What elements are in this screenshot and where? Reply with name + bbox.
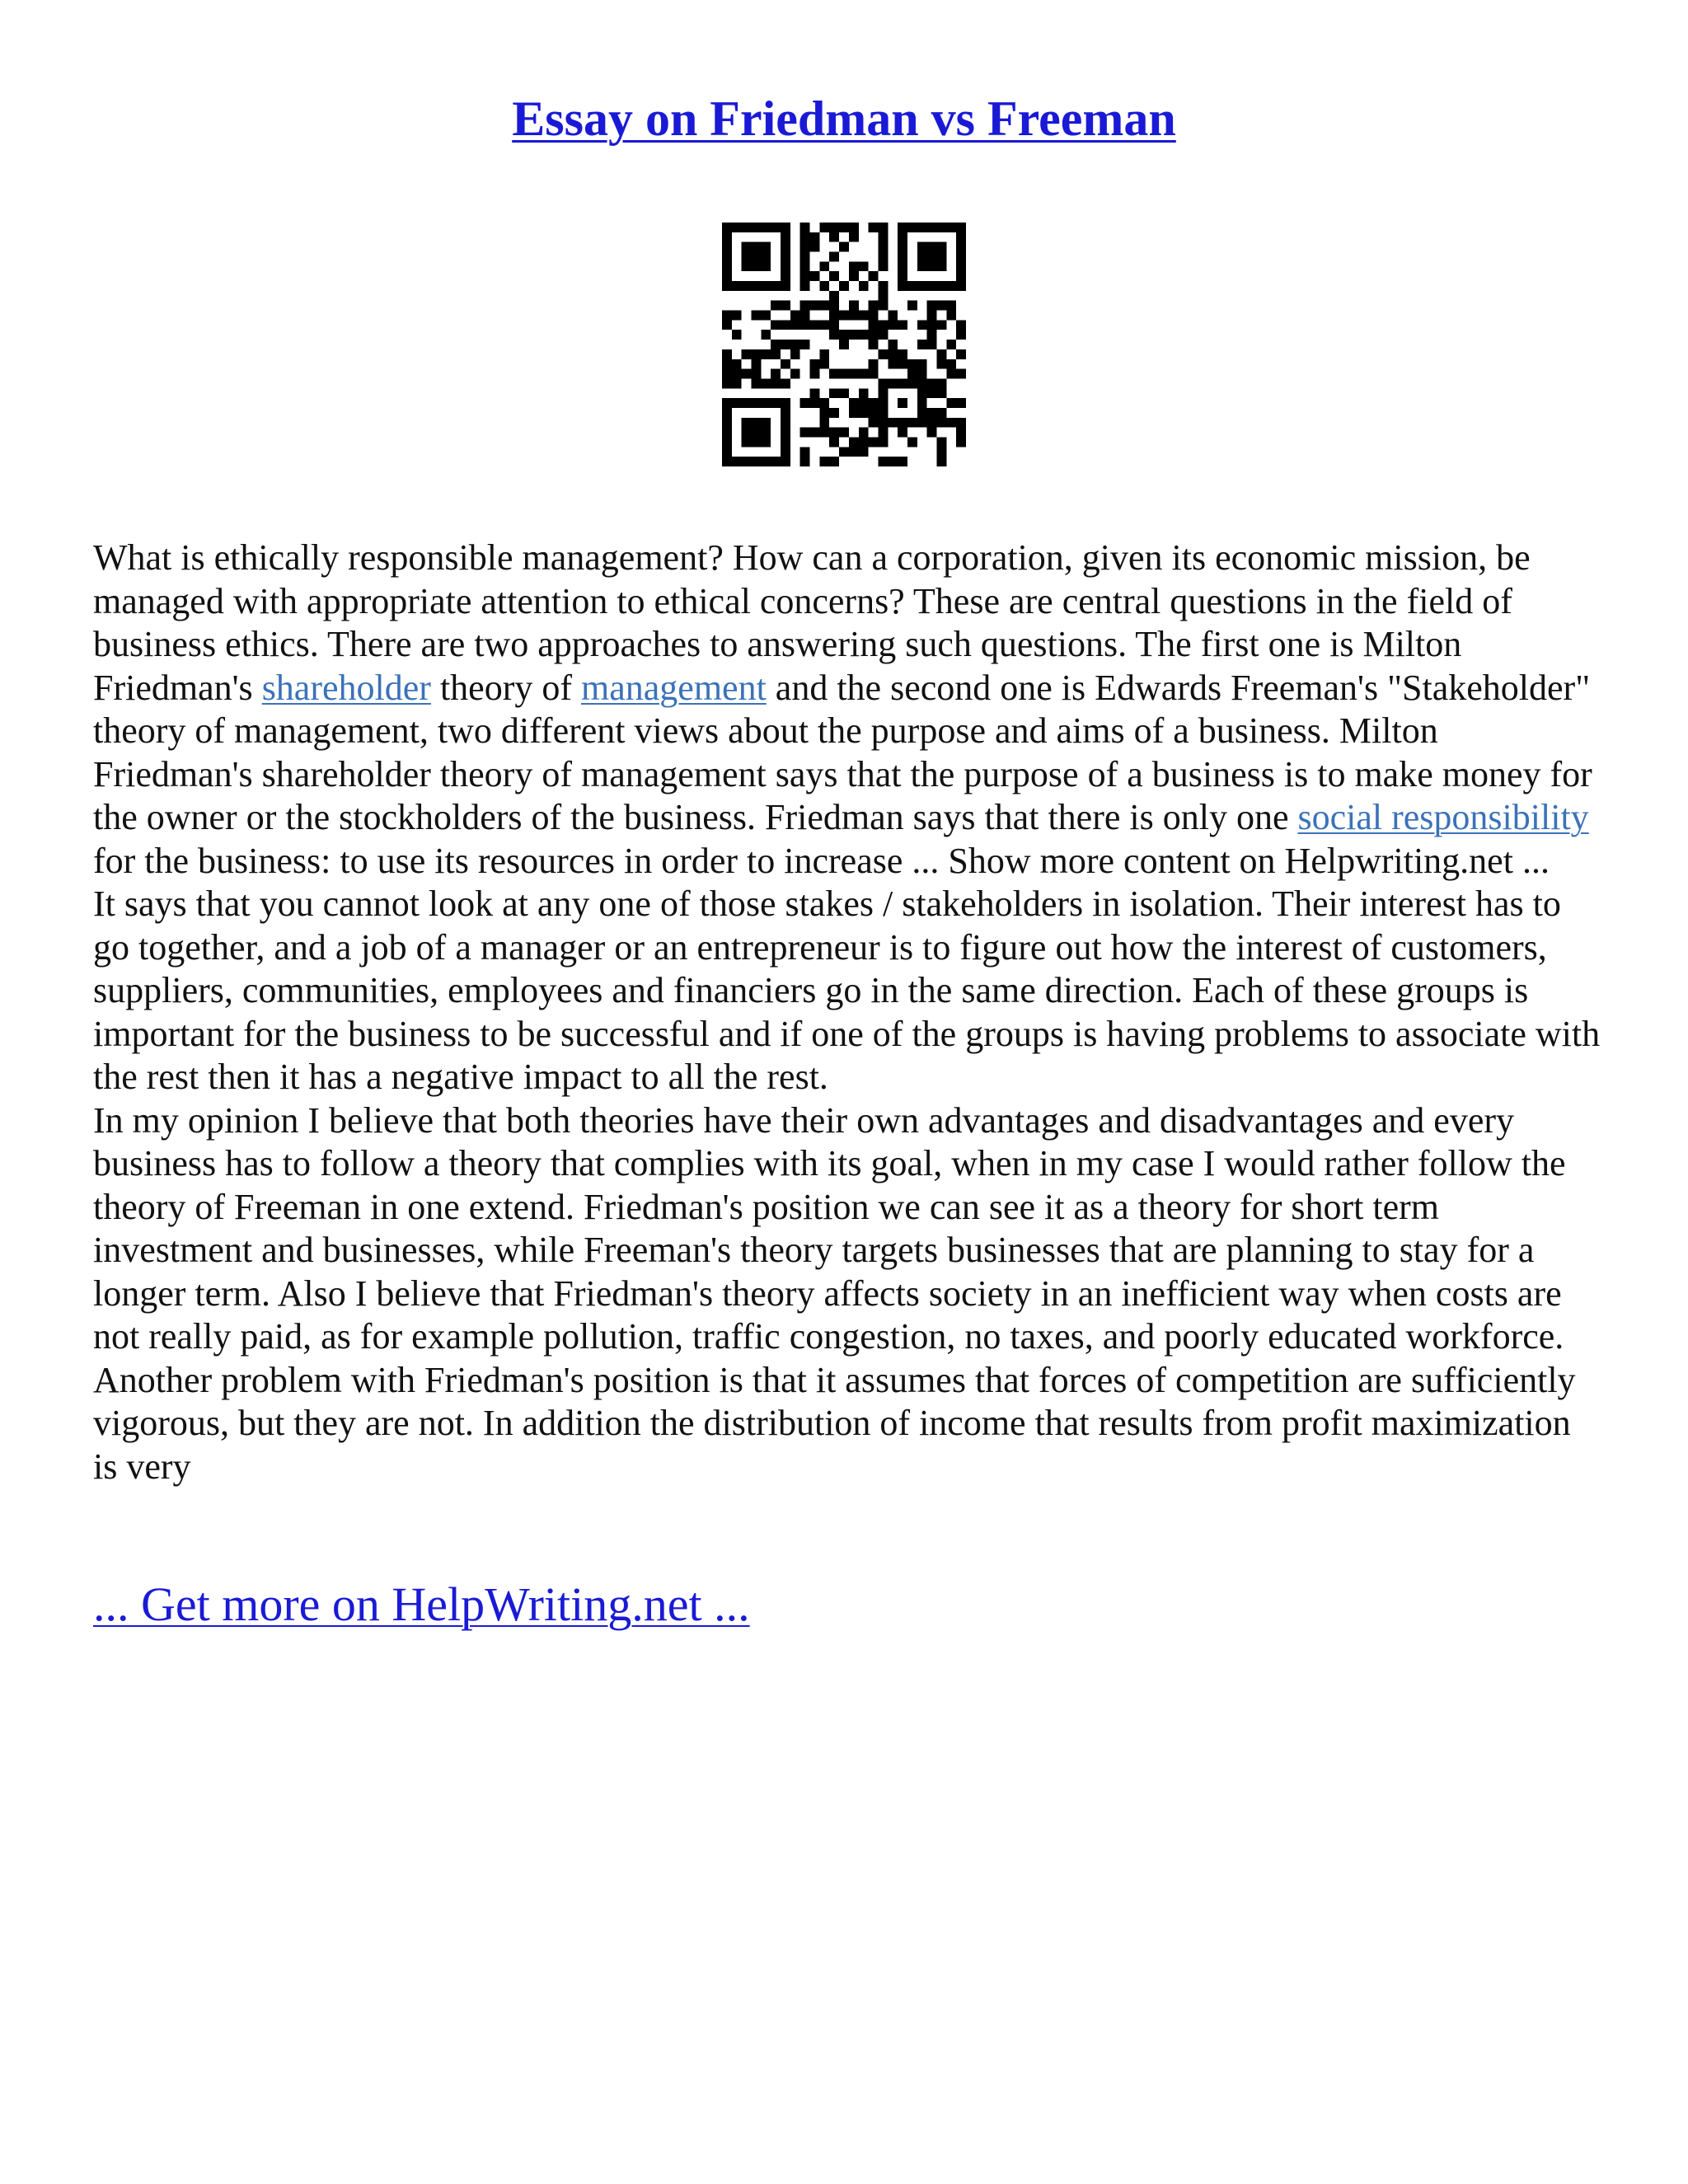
title-container	[0, 89, 1688, 148]
paragraph-3: In my opinion I believe that both theories have their own advantages and disadvantages and every business has to follow a theory that complies with its goal, when in my case I would rather follow the theory of Freeman in one extend. Friedman's position we can see it as a theory for short term investment and businesses, while Freeman's theory targets businesses that are planning to stay for a longer term. Also I believe that Friedman's theory affects society in an inefficient way when costs are not really paid, as for example pollution, traffic congestion, no taxes, and poorly educated workforce. Another problem with Friedman's position is that it assumes that forces of competition are sufficiently vigorous, but they are not. In addition the distribution of income that results from profit maximization is very	[93, 1099, 1576, 1487]
paragraph-1	[93, 537, 1601, 883]
get-more-link[interactable]: ... Get more on HelpWriting.net ...	[93, 1577, 750, 1631]
paragraph-1-text-c: and the second one is Edwards Freeman's "Stakeholder" theory of management, two different views about the purpose and aims of a business. Milton Friedman's shareholder theory of management says that the purpose of a business is to make money for the owner or the stockholders of the business. Friedman says that there is only one	[93, 667, 1592, 837]
paragraph-1-text-a: What is ethically responsible management? How can a corporation, given its economic mission, be managed with appropriate attention to ethical concerns? These are central questions in the field of business ethics. There are two approaches to answering such questions. The first one is Milton Friedman's	[93, 537, 1531, 708]
management-link[interactable]: management	[581, 667, 767, 708]
essay-body	[93, 537, 1601, 1488]
qr-code-icon	[722, 223, 966, 466]
paragraph-1-text-d: for the business: to use its resources in order to increase ... Show more content on Helpwriting.net ...	[93, 840, 1550, 881]
page-title-link[interactable]: Essay on Friedman vs Freeman	[512, 91, 1176, 146]
shareholder-link[interactable]: shareholder	[261, 667, 431, 708]
paragraph-2: It says that you cannot look at any one of those stakes / stakeholders in isolation. Their interest has to go together, and a job of a manager or an entrepreneur is to figure out how the interest of customers, suppliers, communities, employees and financiers go in the same direction. Each of these groups is important for the business to be successful and if one of the groups is having problems to associate with the rest then it has a negative impact to all the rest.	[93, 883, 1601, 1097]
social-responsibility-link[interactable]: social responsibility	[1297, 797, 1589, 837]
paragraph-1-text-b: theory of	[430, 667, 581, 708]
